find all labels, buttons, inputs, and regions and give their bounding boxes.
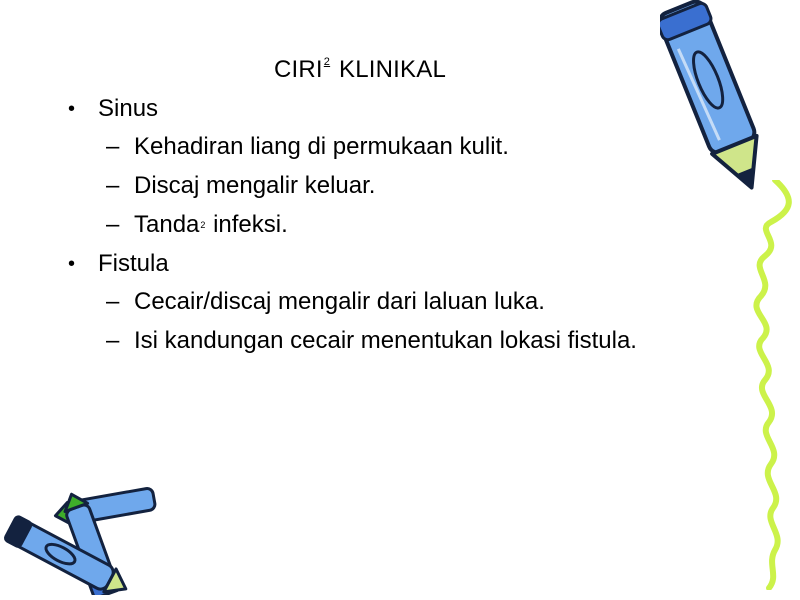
sub-item-label: Isi kandungan cecair menentukan lokasi fistula. <box>134 327 637 354</box>
title-word-klinikal: KLINIKAL <box>339 56 446 83</box>
sub-marker: – <box>106 133 120 160</box>
sub-item-label-pre: Tanda <box>134 211 200 238</box>
sub-item-superscript: 2 <box>200 220 206 230</box>
sub-item <box>66 128 726 167</box>
crayon-pen-icon <box>660 0 790 200</box>
sub-item <box>66 283 726 322</box>
bullet-item-sinus <box>66 90 726 128</box>
bullet-item-fistula <box>66 245 726 283</box>
title-word-ciri: CIRI <box>273 56 323 83</box>
sub-marker: – <box>106 211 120 238</box>
sub-item <box>66 322 726 361</box>
bullet-list <box>66 90 726 361</box>
sub-item <box>66 167 726 206</box>
sub-marker: – <box>106 172 120 199</box>
sub-item-label: Discaj mengalir keluar. <box>134 172 376 199</box>
crayon-pens-icon <box>0 485 165 595</box>
yellow-squiggle-line-icon <box>735 180 800 590</box>
sub-item-label: Cecair/discaj mengalir dari laluan luka. <box>134 288 545 315</box>
sub-marker: – <box>106 327 120 354</box>
bullet-marker: • <box>68 253 76 275</box>
sub-item-label-post: infeksi. <box>206 211 288 238</box>
bullet-label: Sinus <box>98 95 159 122</box>
title-superscript: 2 <box>323 56 331 68</box>
bullet-label: Fistula <box>98 250 169 277</box>
slide-title <box>0 46 720 86</box>
sub-marker: – <box>106 288 120 315</box>
sub-item <box>66 206 726 245</box>
bullet-marker: • <box>68 98 76 120</box>
sub-item-label: Kehadiran liang di permukaan kulit. <box>134 133 509 160</box>
